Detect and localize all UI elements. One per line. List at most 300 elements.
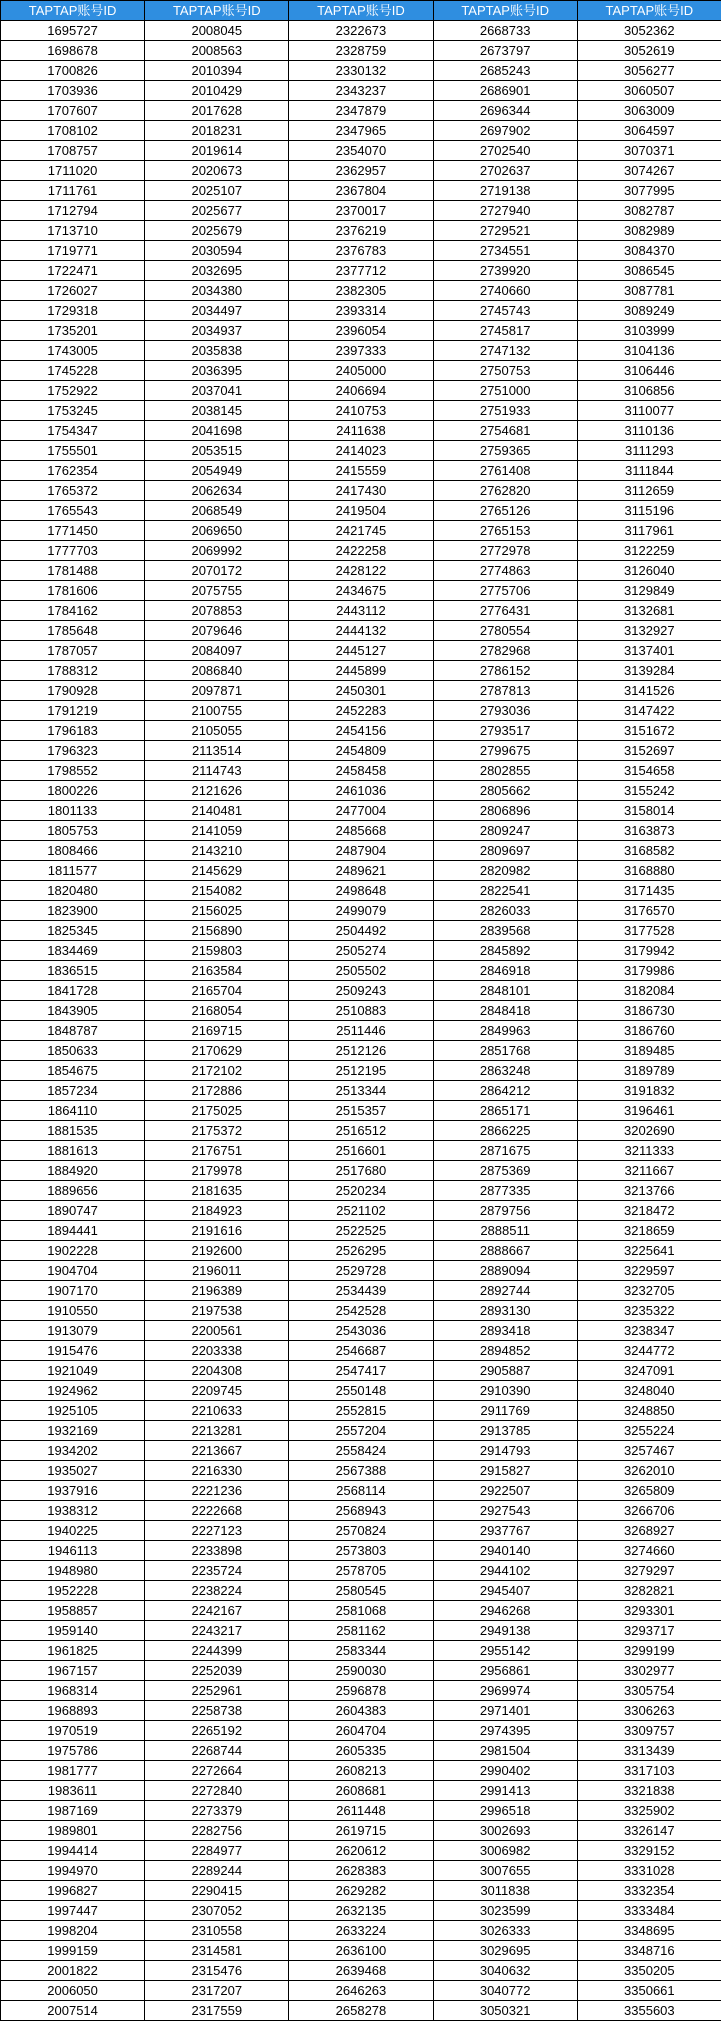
column-header: TAPTAP账号ID [433, 1, 577, 21]
table-row [1, 361, 721, 381]
account-id-cell: 2485668 [289, 821, 433, 841]
account-id-cell: 1788312 [1, 661, 145, 681]
table-row [1, 601, 721, 621]
account-id-cell: 3348695 [577, 1921, 721, 1941]
account-id-cell: 3106856 [577, 381, 721, 401]
table-row [1, 1101, 721, 1121]
account-id-cell: 3293301 [577, 1601, 721, 1621]
account-id-cell: 2793036 [433, 701, 577, 721]
account-id-cell: 2347879 [289, 101, 433, 121]
account-id-cell: 1711020 [1, 161, 145, 181]
account-id-cell: 2156025 [145, 901, 289, 921]
account-id-cell: 3182084 [577, 981, 721, 1001]
account-id-cell: 2945407 [433, 1581, 577, 1601]
account-id-cell: 1811577 [1, 861, 145, 881]
account-id-cell: 2025107 [145, 181, 289, 201]
account-id-cell: 2888667 [433, 1241, 577, 1261]
account-id-cell: 2289244 [145, 1861, 289, 1881]
account-id-cell: 2489621 [289, 861, 433, 881]
account-id-cell: 2759365 [433, 441, 577, 461]
account-id-cell: 2422258 [289, 541, 433, 561]
account-id-cell: 1902228 [1, 1241, 145, 1261]
account-id-cell: 2163584 [145, 961, 289, 981]
account-id-cell: 1765372 [1, 481, 145, 501]
account-id-cell: 1997447 [1, 1901, 145, 1921]
account-id-cell: 1998204 [1, 1921, 145, 1941]
account-id-cell: 2990402 [433, 1761, 577, 1781]
account-id-cell: 2761408 [433, 461, 577, 481]
account-id-cell: 2568943 [289, 1501, 433, 1521]
account-id-cell: 2008045 [145, 21, 289, 41]
account-id-cell: 2911769 [433, 1401, 577, 1421]
account-id-cell: 2020673 [145, 161, 289, 181]
account-id-cell: 2729521 [433, 221, 577, 241]
account-id-cell: 1790928 [1, 681, 145, 701]
account-id-cell: 2184923 [145, 1201, 289, 1221]
account-id-cell: 1996827 [1, 1881, 145, 1901]
account-id-cell: 2314581 [145, 1941, 289, 1961]
account-id-cell: 2450301 [289, 681, 433, 701]
account-id-cell: 2010429 [145, 81, 289, 101]
account-id-cell: 2526295 [289, 1241, 433, 1261]
account-id-cell: 1834469 [1, 941, 145, 961]
account-id-cell: 1796183 [1, 721, 145, 741]
table-row [1, 301, 721, 321]
table-row [1, 721, 721, 741]
account-id-cell: 2252961 [145, 1681, 289, 1701]
account-id-cell: 1765543 [1, 501, 145, 521]
account-id-cell: 2745817 [433, 321, 577, 341]
table-row [1, 281, 721, 301]
account-id-cell: 2417430 [289, 481, 433, 501]
table-row [1, 381, 721, 401]
account-id-cell: 2001822 [1, 1961, 145, 1981]
account-id-cell: 3056277 [577, 61, 721, 81]
account-id-cell: 2863248 [433, 1061, 577, 1081]
table-row [1, 1221, 721, 1241]
account-id-cell: 2802855 [433, 761, 577, 781]
account-id-cell: 2937767 [433, 1521, 577, 1541]
account-id-cell: 2751933 [433, 401, 577, 421]
account-id-cell: 3225641 [577, 1241, 721, 1261]
account-id-cell: 2702637 [433, 161, 577, 181]
account-id-cell: 2025679 [145, 221, 289, 241]
account-id-cell: 3084370 [577, 241, 721, 261]
account-id-cell: 2839568 [433, 921, 577, 941]
account-id-cell: 1820480 [1, 881, 145, 901]
table-row [1, 761, 721, 781]
account-id-cell: 2608681 [289, 1781, 433, 1801]
account-id-cell: 2181635 [145, 1181, 289, 1201]
account-id-cell: 3126040 [577, 561, 721, 581]
table-row [1, 681, 721, 701]
account-id-cell: 3117961 [577, 521, 721, 541]
account-id-cell: 2175372 [145, 1121, 289, 1141]
account-id-cell: 2888511 [433, 1221, 577, 1241]
account-id-cell: 2793517 [433, 721, 577, 741]
account-id-cell: 3257467 [577, 1441, 721, 1461]
account-id-cell: 3106446 [577, 361, 721, 381]
account-id-cell: 2581068 [289, 1601, 433, 1621]
account-id-cell: 1805753 [1, 821, 145, 841]
table-row [1, 961, 721, 981]
account-id-cell: 1771450 [1, 521, 145, 541]
account-id-cell: 3229597 [577, 1261, 721, 1281]
account-id-cell: 2590030 [289, 1661, 433, 1681]
account-id-cell: 2517680 [289, 1161, 433, 1181]
account-id-cell: 2169715 [145, 1021, 289, 1041]
account-id-cell: 3141526 [577, 681, 721, 701]
account-id-cell: 2646263 [289, 1981, 433, 2001]
account-id-cell: 2529728 [289, 1261, 433, 1281]
account-id-cell: 2558424 [289, 1441, 433, 1461]
account-id-cell: 1934202 [1, 1441, 145, 1461]
account-id-cell: 2444132 [289, 621, 433, 641]
account-id-cell: 1708102 [1, 121, 145, 141]
account-id-cell: 3218472 [577, 1201, 721, 1221]
table-row [1, 1461, 721, 1481]
account-id-cell: 2971401 [433, 1701, 577, 1721]
account-id-cell: 1961825 [1, 1641, 145, 1661]
account-id-cell: 3350205 [577, 1961, 721, 1981]
table-row [1, 61, 721, 81]
account-id-cell: 1729318 [1, 301, 145, 321]
account-id-cell: 1798552 [1, 761, 145, 781]
table-row [1, 1181, 721, 1201]
account-id-cell: 3306263 [577, 1701, 721, 1721]
account-id-cell: 2213667 [145, 1441, 289, 1461]
table-row [1, 1061, 721, 1081]
account-id-cell: 1726027 [1, 281, 145, 301]
account-id-cell: 3026333 [433, 1921, 577, 1941]
account-id-cell: 2037041 [145, 381, 289, 401]
account-id-cell: 2322673 [289, 21, 433, 41]
account-id-cell: 1743005 [1, 341, 145, 361]
account-id-cell: 2762820 [433, 481, 577, 501]
account-id-cell: 3086545 [577, 261, 721, 281]
table-row [1, 1641, 721, 1661]
account-id-cell: 2307052 [145, 1901, 289, 1921]
account-id-cell: 3006982 [433, 1841, 577, 1861]
account-id-cell: 1894441 [1, 1221, 145, 1241]
account-id-cell: 3168582 [577, 841, 721, 861]
account-id-cell: 2981504 [433, 1741, 577, 1761]
account-id-cell: 3139284 [577, 661, 721, 681]
account-id-cell: 2848418 [433, 1001, 577, 1021]
table-row [1, 1961, 721, 1981]
table-row [1, 1981, 721, 2001]
account-id-cell: 1843905 [1, 1001, 145, 1021]
account-id-cell: 2010394 [145, 61, 289, 81]
account-id-cell: 1952228 [1, 1581, 145, 1601]
account-id-cell: 2727940 [433, 201, 577, 221]
account-id-cell: 2754681 [433, 421, 577, 441]
account-id-cell: 2734551 [433, 241, 577, 261]
account-id-cell: 2428122 [289, 561, 433, 581]
account-id-cell: 1968893 [1, 1701, 145, 1721]
account-id-cell: 1808466 [1, 841, 145, 861]
account-id-cell: 3082787 [577, 201, 721, 221]
account-id-cell: 2509243 [289, 981, 433, 1001]
account-id-cell: 1754347 [1, 421, 145, 441]
account-id-cell: 2419504 [289, 501, 433, 521]
account-id-cell: 2628383 [289, 1861, 433, 1881]
account-id-cell: 1921049 [1, 1361, 145, 1381]
account-id-cell: 2105055 [145, 721, 289, 741]
account-id-cell: 2567388 [289, 1461, 433, 1481]
table-row [1, 861, 721, 881]
account-id-cell: 2454156 [289, 721, 433, 741]
account-id-cell: 1989801 [1, 1821, 145, 1841]
account-id-cell: 1825345 [1, 921, 145, 941]
account-id-cell: 2121626 [145, 781, 289, 801]
account-id-cell: 2235724 [145, 1561, 289, 1581]
account-id-cell: 3052619 [577, 41, 721, 61]
account-id-cell: 3064597 [577, 121, 721, 141]
account-id-cell: 3129849 [577, 581, 721, 601]
account-id-cell: 2405000 [289, 361, 433, 381]
table-row [1, 1721, 721, 1741]
account-id-cell: 2846918 [433, 961, 577, 981]
table-row [1, 321, 721, 341]
account-id-cell: 2516601 [289, 1141, 433, 1161]
account-id-cell: 1791219 [1, 701, 145, 721]
account-id-cell: 3052362 [577, 21, 721, 41]
table-row [1, 781, 721, 801]
account-id-cell: 2114743 [145, 761, 289, 781]
account-id-cell: 1975786 [1, 1741, 145, 1761]
account-id-cell: 2252039 [145, 1661, 289, 1681]
account-id-cell: 1713710 [1, 221, 145, 241]
account-id-cell: 2233898 [145, 1541, 289, 1561]
account-id-cell: 2461036 [289, 781, 433, 801]
account-id-cell: 2382305 [289, 281, 433, 301]
account-id-cell: 2910390 [433, 1381, 577, 1401]
account-id-cell: 2522525 [289, 1221, 433, 1241]
account-id-cell: 2915827 [433, 1461, 577, 1481]
account-id-cell: 2580545 [289, 1581, 433, 1601]
account-id-cell: 2604704 [289, 1721, 433, 1741]
account-id-cell: 3279297 [577, 1561, 721, 1581]
account-id-cell: 2765153 [433, 521, 577, 541]
table-row [1, 801, 721, 821]
account-id-cell: 1755501 [1, 441, 145, 461]
account-id-cell: 3244772 [577, 1341, 721, 1361]
account-id-cell: 2290415 [145, 1881, 289, 1901]
account-id-cell: 2809247 [433, 821, 577, 841]
account-id-cell: 2179978 [145, 1161, 289, 1181]
account-id-cell: 2242167 [145, 1601, 289, 1621]
account-id-cell: 1935027 [1, 1461, 145, 1481]
table-row [1, 1021, 721, 1041]
account-id-cell: 3151672 [577, 721, 721, 741]
table-row [1, 561, 721, 581]
account-id-cell: 3213766 [577, 1181, 721, 1201]
account-id-cell: 2991413 [433, 1781, 577, 1801]
table-row [1, 1301, 721, 1321]
table-row [1, 241, 721, 261]
account-id-cell: 1999159 [1, 1941, 145, 1961]
account-id-cell: 2272840 [145, 1781, 289, 1801]
account-id-cell: 2848101 [433, 981, 577, 1001]
account-id-cell: 2377712 [289, 261, 433, 281]
account-id-cell: 2268744 [145, 1741, 289, 1761]
account-id-cell: 2996518 [433, 1801, 577, 1821]
account-id-cell: 2203338 [145, 1341, 289, 1361]
account-id-cell: 1913079 [1, 1321, 145, 1341]
account-id-cell: 1994970 [1, 1861, 145, 1881]
account-id-cell: 2273379 [145, 1801, 289, 1821]
account-id-cell: 2922507 [433, 1481, 577, 1501]
account-id-cell: 2673797 [433, 41, 577, 61]
account-id-cell: 3196461 [577, 1101, 721, 1121]
account-id-cell: 2069992 [145, 541, 289, 561]
account-id-cell: 3179986 [577, 961, 721, 981]
account-id-cell: 2100755 [145, 701, 289, 721]
account-id-cell: 2487904 [289, 841, 433, 861]
account-id-cell: 3326147 [577, 1821, 721, 1841]
account-id-cell: 3305754 [577, 1681, 721, 1701]
account-id-cell: 1781488 [1, 561, 145, 581]
account-id-cell: 1940225 [1, 1521, 145, 1541]
table-row [1, 1261, 721, 1281]
account-id-cell: 3040632 [433, 1961, 577, 1981]
account-id-cell: 2892744 [433, 1281, 577, 1301]
account-id-cell: 3063009 [577, 101, 721, 121]
account-id-cell: 2809697 [433, 841, 577, 861]
account-id-cell: 2893418 [433, 1321, 577, 1341]
account-id-cell: 2070172 [145, 561, 289, 581]
account-id-cell: 2036395 [145, 361, 289, 381]
account-id-cell: 1968314 [1, 1681, 145, 1701]
account-id-cell: 2894852 [433, 1341, 577, 1361]
account-id-cell: 1946113 [1, 1541, 145, 1561]
account-id-cell: 3111844 [577, 461, 721, 481]
account-id-cell: 2317207 [145, 1981, 289, 2001]
account-id-cell: 2772978 [433, 541, 577, 561]
account-id-cell: 3186760 [577, 1021, 721, 1041]
account-id-cell: 2747132 [433, 341, 577, 361]
account-id-cell: 2871675 [433, 1141, 577, 1161]
account-id-cell: 2774863 [433, 561, 577, 581]
account-id-cell: 2054949 [145, 461, 289, 481]
table-row [1, 1121, 721, 1141]
table-row [1, 161, 721, 181]
table-row [1, 1901, 721, 1921]
account-id-cell: 3137401 [577, 641, 721, 661]
account-id-cell: 2007514 [1, 2001, 145, 2021]
account-id-cell: 2955142 [433, 1641, 577, 1661]
account-id-cell: 3050321 [433, 2001, 577, 2021]
account-id-cell: 2032695 [145, 261, 289, 281]
account-id-cell: 1719771 [1, 241, 145, 261]
account-id-cell: 2238224 [145, 1581, 289, 1601]
account-id-cell: 3171435 [577, 881, 721, 901]
table-row [1, 1781, 721, 1801]
account-id-cell: 2745743 [433, 301, 577, 321]
account-id-cell: 3317103 [577, 1761, 721, 1781]
table-row [1, 901, 721, 921]
table-row [1, 81, 721, 101]
account-id-cell: 2210633 [145, 1401, 289, 1421]
account-id-cell: 2845892 [433, 941, 577, 961]
account-id-cell: 2629282 [289, 1881, 433, 1901]
account-id-cell: 2216330 [145, 1461, 289, 1481]
account-id-cell: 3132927 [577, 621, 721, 641]
account-id-cell: 2477004 [289, 801, 433, 821]
account-id-cell: 2227123 [145, 1521, 289, 1541]
account-id-cell: 2354070 [289, 141, 433, 161]
account-id-cell: 2034937 [145, 321, 289, 341]
account-id-cell: 1801133 [1, 801, 145, 821]
account-id-cell: 2893130 [433, 1301, 577, 1321]
account-id-cell: 1881613 [1, 1141, 145, 1161]
account-id-cell: 2864212 [433, 1081, 577, 1101]
table-row [1, 1041, 721, 1061]
column-header: TAPTAP账号ID [1, 1, 145, 21]
account-id-cell: 2913785 [433, 1421, 577, 1441]
account-id-cell: 1915476 [1, 1341, 145, 1361]
account-id-cell: 2512126 [289, 1041, 433, 1061]
account-id-cell: 3309757 [577, 1721, 721, 1741]
column-header: TAPTAP账号ID [289, 1, 433, 21]
account-id-cell: 2041698 [145, 421, 289, 441]
account-id-cell: 2192600 [145, 1241, 289, 1261]
account-id-cell: 3087781 [577, 281, 721, 301]
account-id-cell: 1987169 [1, 1801, 145, 1821]
account-id-cell: 2849963 [433, 1021, 577, 1041]
table-row [1, 1941, 721, 1961]
account-id-cell: 2034380 [145, 281, 289, 301]
table-row [1, 1201, 721, 1221]
account-id-cell: 2053515 [145, 441, 289, 461]
table-row [1, 1761, 721, 1781]
table-row [1, 441, 721, 461]
account-id-cell: 1937916 [1, 1481, 145, 1501]
account-id-cell: 2632135 [289, 1901, 433, 1921]
account-id-cell: 3111293 [577, 441, 721, 461]
account-id-cell: 2956861 [433, 1661, 577, 1681]
account-id-cell: 2159803 [145, 941, 289, 961]
account-id-cell: 3023599 [433, 1901, 577, 1921]
account-id-cell: 2396054 [289, 321, 433, 341]
account-id-cell: 2410753 [289, 401, 433, 421]
account-id-cell: 2605335 [289, 1741, 433, 1761]
account-id-cell: 2030594 [145, 241, 289, 261]
account-id-cell: 2113514 [145, 741, 289, 761]
account-id-cell: 2568114 [289, 1481, 433, 1501]
account-id-cell: 2820982 [433, 861, 577, 881]
account-id-cell: 2443112 [289, 601, 433, 621]
account-id-cell: 2546687 [289, 1341, 433, 1361]
account-id-cell: 2038145 [145, 401, 289, 421]
account-id-cell: 2552815 [289, 1401, 433, 1421]
account-id-cell: 2168054 [145, 1001, 289, 1021]
account-id-cell: 2006050 [1, 1981, 145, 2001]
table-row [1, 1481, 721, 1501]
account-id-cell: 2740660 [433, 281, 577, 301]
account-id-cell: 2454809 [289, 741, 433, 761]
account-id-cell: 2411638 [289, 421, 433, 441]
account-id-cell: 2686901 [433, 81, 577, 101]
table-row [1, 481, 721, 501]
account-id-cell: 1890747 [1, 1201, 145, 1221]
table-row [1, 1081, 721, 1101]
table-row [1, 181, 721, 201]
account-id-cell: 2172102 [145, 1061, 289, 1081]
account-id-cell: 2397333 [289, 341, 433, 361]
account-id-cell: 2282756 [145, 1821, 289, 1841]
